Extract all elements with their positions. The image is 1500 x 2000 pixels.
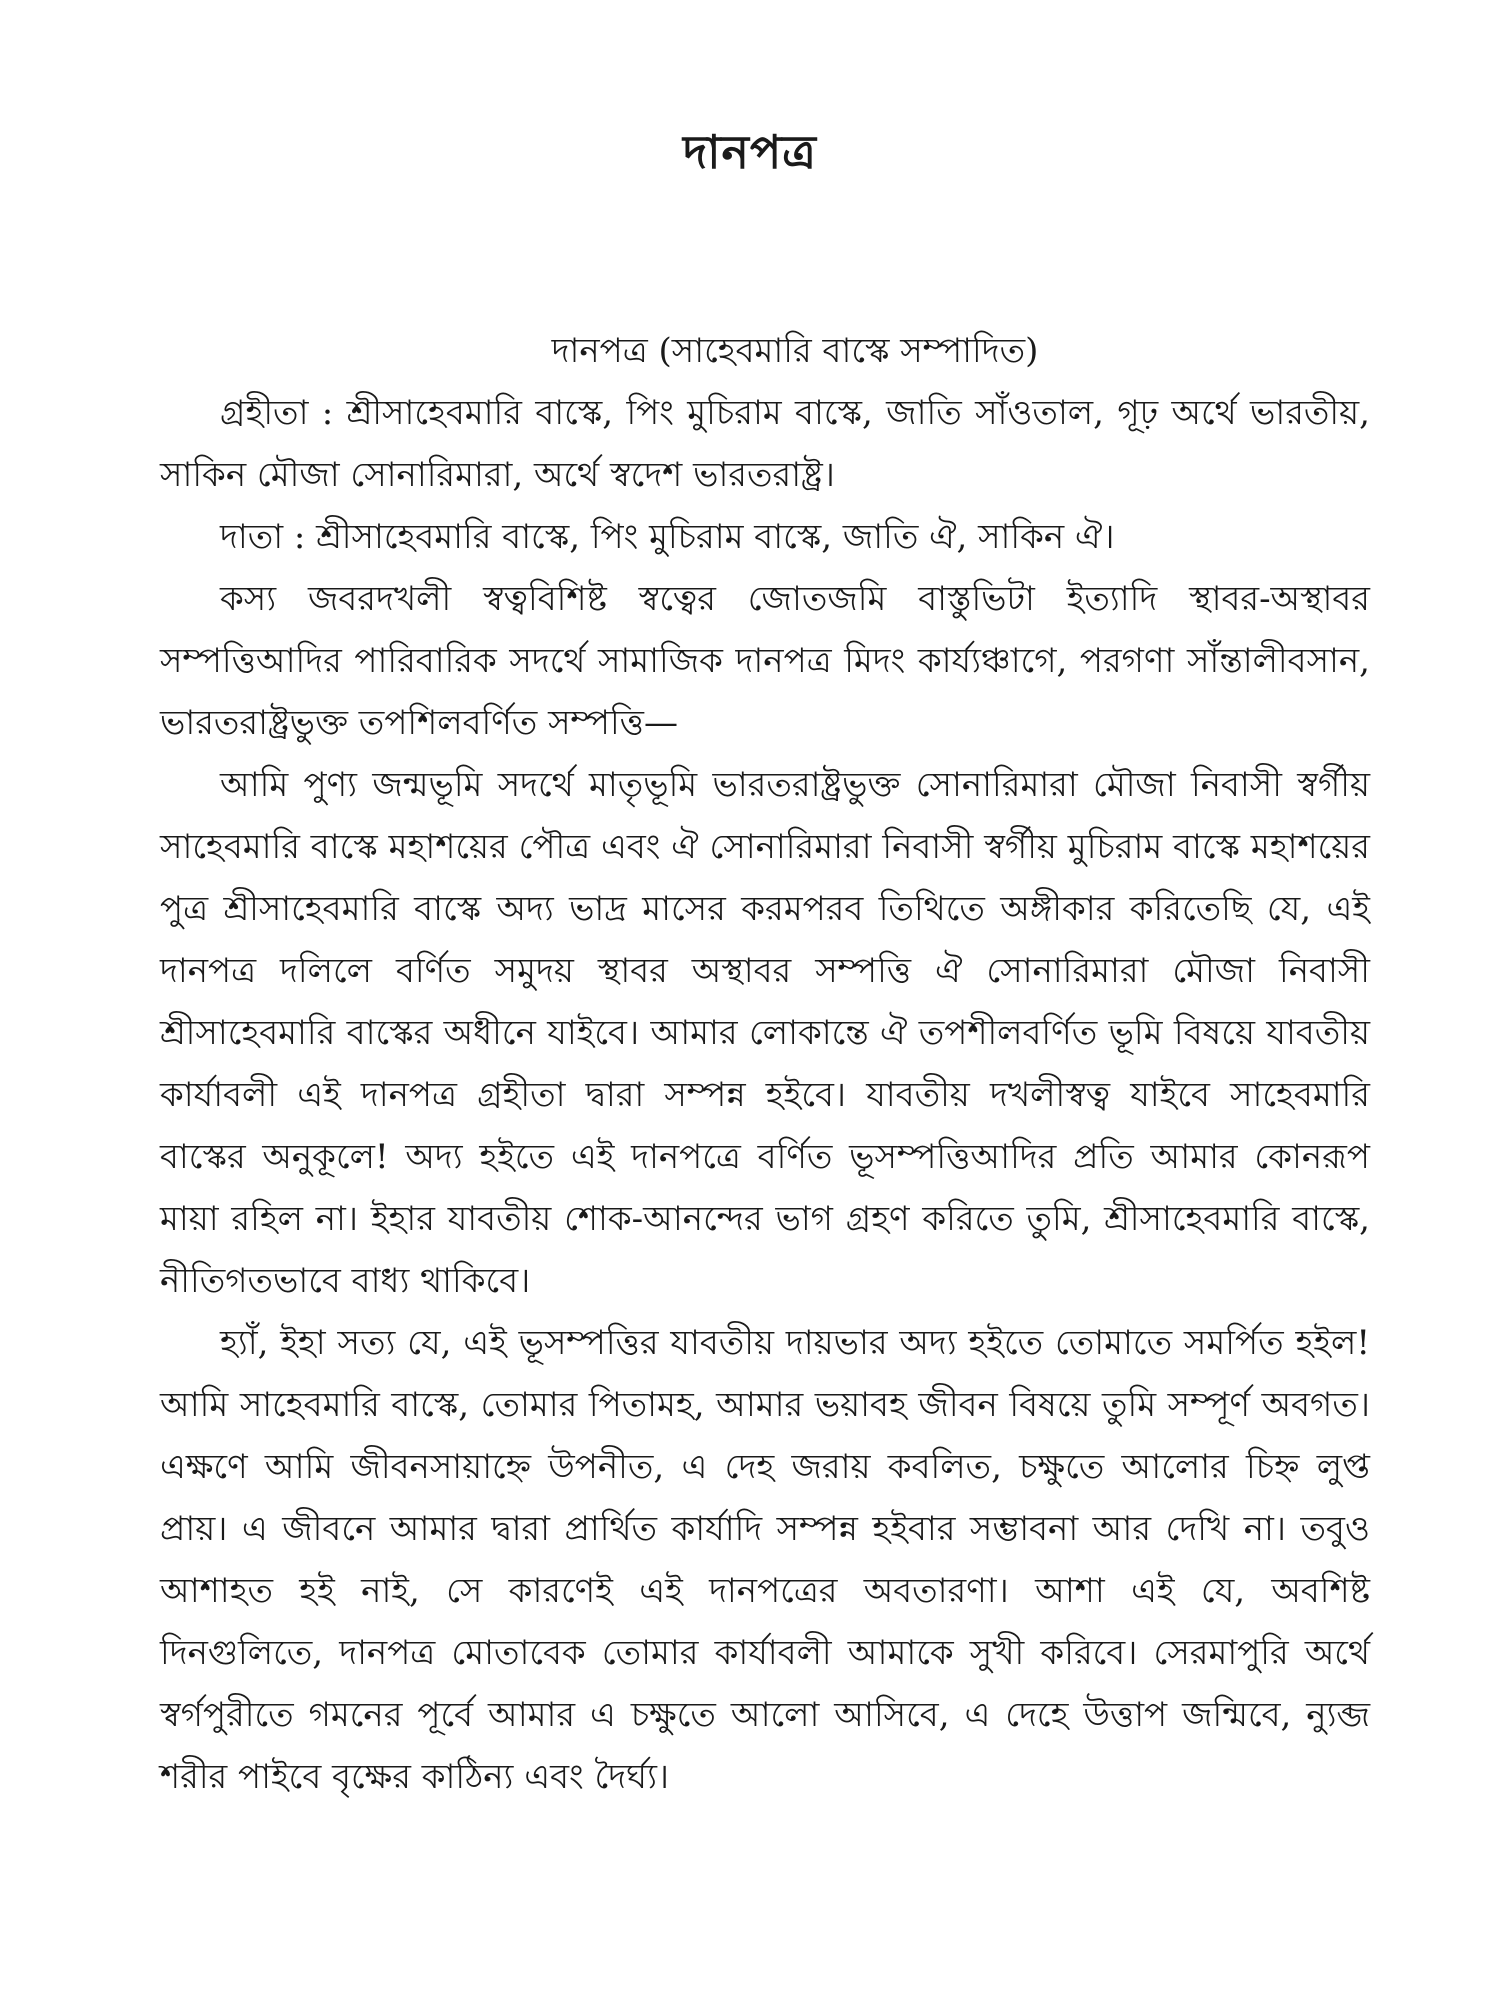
recipient-paragraph: গ্রহীতা : শ্রীসাহেবমারি বাস্কে, পিং মুচিরাম বাস্কে, জাতি সাঁওতাল, গূঢ় অর্থে ভারতীয়, সাকিন মৌজা সোনারিমারা, অর্থে স্বদেশ ভারতরাষ্ট্র। bbox=[160, 393, 1370, 495]
closing-paragraph: হ্যাঁ, ইহা সত্য যে, এই ভূসম্পত্তির যাবতীয় দায়ভার অদ্য হইতে তোমাতে সমর্পিত হইল! আমি সাহেবমারি বাস্কে, তোমার পিতামহ, আমার ভয়াবহ জীবন বিষয়ে তুমি সম্পূর্ণ অবগত। এক্ষণে আমি জীবনসায়াহ্নে উপনীত, এ দেহ জরায় কবলিত, চক্ষুতে আলোর চিহ্ন লুপ্ত প্রায়। এ জীবনে আমার দ্বারা প্রার্থিত কার্যাদি সম্পন্ন হইবার সম্ভাবনা আর দেখি না। তবুও আশাহত হই নাই, সে কারণেই এই দানপত্রের অবতারণা। আশা এই যে, অবশিষ্ট দিনগুলিতে, দানপত্র মোতাবেক তোমার কার্যাবলী আমাকে সুখী করিবে। সেরমাপুরি অর্থে স্বর্গপুরীতে গমনের পূর্বে আমার এ চক্ষুতে আলো আসিবে, এ দেহে উত্তাপ জন্মিবে, ন্যুব্জ শরীর পাইবে বৃক্ষের কাঠিন্য এবং দৈর্ঘ্য। bbox=[160, 1323, 1370, 1797]
declaration-paragraph: আমি পুণ্য জন্মভূমি সদর্থে মাতৃভূমি ভারতরাষ্ট্রভুক্ত সোনারিমারা মৌজা নিবাসী স্বর্গীয় সাহেবমারি বাস্কে মহাশয়ের পৌত্র এবং ঐ সোনারিমারা নিবাসী স্বর্গীয় মুচিরাম বাস্কে মহাশয়ের পুত্র শ্রীসাহেবমারি বাস্কে অদ্য ভাদ্র মাসের করমপরব তিথিতে অঙ্গীকার করিতেছি যে, এই দানপত্র দলিলে বর্ণিত সমুদয় স্থাবর অস্থাবর সম্পত্তি ঐ সোনারিমারা মৌজা নিবাসী শ্রীসাহেবমারি বাস্কের অধীনে যাইবে। আমার লোকান্তে ঐ তপশীলবর্ণিত ভূমি বিষয়ে যাবতীয় কার্যাবলী এই দানপত্র গ্রহীতা দ্বারা সম্পন্ন হইবে। যাবতীয় দখলীস্বত্ব যাইবে সাহেবমারি বাস্কের অনুকূলে! অদ্য হইতে এই দানপত্রে বর্ণিত ভূসম্পত্তিআদির প্রতি আমার কোনরূপ মায়া রহিল না। ইহার যাবতীয় শোক-আনন্দের ভাগ গ্রহণ করিতে তুমি, শ্রীসাহেবমারি বাস্কে, নীতিগতভাবে বাধ্য থাকিবে। bbox=[160, 765, 1370, 1301]
document-body bbox=[160, 320, 1370, 1808]
donor-paragraph: দাতা : শ্রীসাহেবমারি বাস্কে, পিং মুচিরাম বাস্কে, জাতি ঐ, সাকিন ঐ। bbox=[220, 517, 1115, 557]
page-title: দানপত্র bbox=[683, 125, 817, 179]
property-paragraph: কস্য জবরদখলী স্বত্ববিশিষ্ট স্বত্বের জোতজমি বাস্তুভিটা ইত্যাদি স্থাবর-অস্থাবর সম্পত্তিআদির পারিবারিক সদর্থে সামাজিক দানপত্র মিদং কার্য্যঞ্চাগে, পরগণা সাঁন্তালীবসান, ভারতরাষ্ট্রভুক্ত তপশিলবর্ণিত সম্পত্তি— bbox=[160, 579, 1370, 743]
document-subtitle: দানপত্র (সাহেবমারি বাস্কে সম্পাদিত) bbox=[551, 331, 1039, 371]
